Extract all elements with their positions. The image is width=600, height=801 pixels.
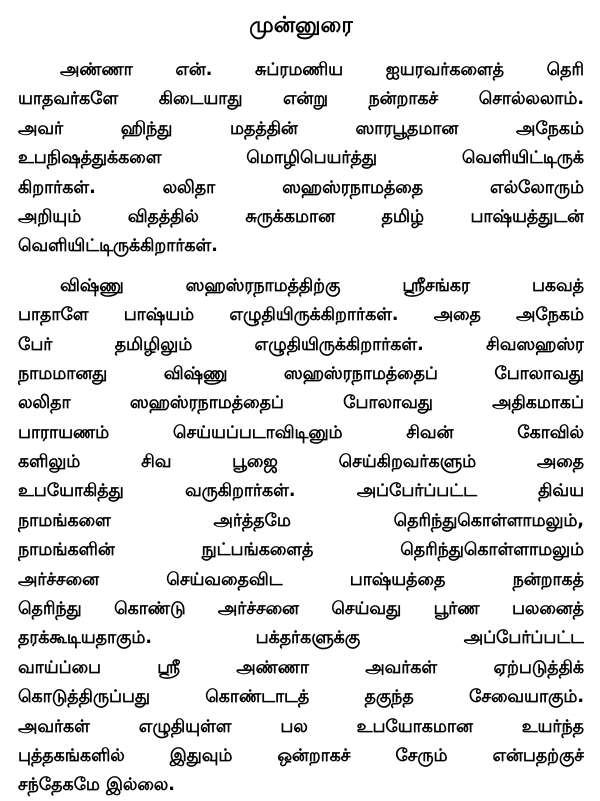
text-line: உபநிஷத்துக்களை மொழிபெயர்த்து வெளியிட்டிருக் xyxy=(18,148,584,169)
text-line: வெளியிட்டிருக்கிறார்கள். xyxy=(18,236,218,257)
text-line: தெரிந்து கொண்டு அர்ச்சனை செய்வது பூர்ண பலனைத் xyxy=(18,599,584,620)
paragraph-2 xyxy=(18,272,584,801)
text-line: அவர்கள் எழுதியுள்ள பல உபயோகமான உயர்ந்த xyxy=(18,716,584,737)
text-line: அறியும் விதத்தில் சுருக்கமான தமிழ் பாஷ்யத்துடன் xyxy=(18,206,584,227)
text-line: களிலும் சிவ பூஜை செய்கிறவர்களும் அதை xyxy=(18,452,584,473)
text-line: அர்ச்சனை செய்வதைவிட பாஷ்யத்தை நன்றாகத் xyxy=(18,569,584,590)
text-line: அவர் ஹிந்து மதத்தின் ஸாரபூதமான அநேகம் xyxy=(18,118,584,139)
paragraph-1 xyxy=(18,56,584,262)
text-line: லலிதா ஸஹஸ்ரநாமத்தைப் போலாவது அதிகமாகப் xyxy=(18,393,584,414)
text-line: பேர் தமிழிலும் எழுதியிருக்கிறார்கள். சிவஸஹஸ்ர xyxy=(18,334,584,355)
text-line: கிறார்கள். லலிதா ஸஹஸ்ரநாமத்தை எல்லோரும் xyxy=(18,177,584,198)
text-line: புத்தகங்களில் இதுவும் ஒன்றாகச் சேரும் என்பதற்குச் xyxy=(18,745,584,766)
text-line: நாமமானது விஷ்ணு ஸஹஸ்ரநாமத்தைப் போலாவது xyxy=(18,363,584,384)
text-line: விஷ்ணு ஸஹஸ்ரநாமத்திற்கு ஸ்ரீசங்கர பகவத் xyxy=(60,275,584,296)
text-line: வாய்ப்பை ஸ்ரீ அண்ணா அவர்கள் ஏற்படுத்திக் xyxy=(18,657,584,678)
text-line: சந்தேகமே இல்லை. xyxy=(18,775,175,796)
text-line: தரக்கூடியதாகும். பக்தர்களுக்கு அப்பேர்ப்பட்ட xyxy=(18,628,584,649)
text-line: யாதவர்களே கிடையாது என்று நன்றாகச் சொல்லலாம். xyxy=(18,89,584,110)
text-line: நாமங்களை அர்த்தமே தெரிந்துகொள்ளாமலும், xyxy=(18,510,584,531)
text-line: உபயோகித்து வருகிறார்கள். அப்பேர்ப்பட்ட திவ்ய xyxy=(18,481,584,502)
text-line: கொடுத்திருப்பது கொண்டாடத் தகுந்த சேவையாகும். xyxy=(18,687,584,708)
text-line: பாராயணம் செய்யப்படாவிடினும் சிவன் கோவில் xyxy=(18,422,584,443)
page-title: முன்னுரை xyxy=(249,13,353,38)
text-line: அண்ணா என். சுப்ரமணிய ஐயரவர்களைத் தெரி xyxy=(60,60,584,80)
text-line: பாதாளே பாஷ்யம் எழுதியிருக்கிறார்கள். அதை அநேகம் xyxy=(18,305,584,326)
text-line: நாமங்களின் நுட்பங்களைத் தெரிந்துகொள்ளாமலும் xyxy=(18,540,584,561)
document-page xyxy=(18,6,584,801)
